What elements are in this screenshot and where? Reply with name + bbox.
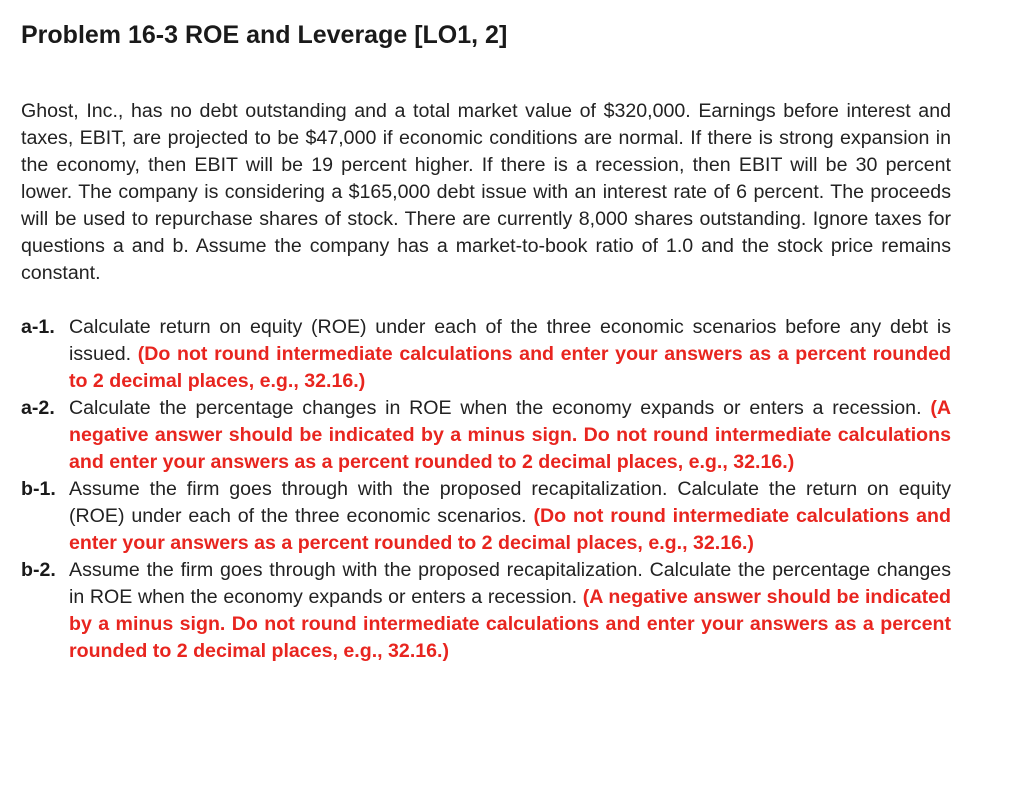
problem-container xyxy=(21,14,951,665)
question-text: Calculate the percentage changes in ROE when the economy expands or enters a recession. xyxy=(69,397,922,419)
question-instruction: (A negative answer should be indicated by a minus sign. Do not round intermediate calculations and enter your answers as a percent rounded to 2 decimal places, e.g., 32.16.) xyxy=(69,397,951,473)
question-a1 xyxy=(21,314,951,395)
question-instruction: (Do not round intermediate calculations and enter your answers as a percent rounded to 2 decimal places, e.g., 32.16.) xyxy=(69,343,951,392)
question-text: Assume the firm goes through with the proposed recapitalization. Calculate the percentage changes in ROE when the economy expands or enters a recession. xyxy=(69,559,951,608)
question-body xyxy=(69,395,951,476)
question-text: Calculate return on equity (ROE) under each of the three economic scenarios before any debt is issued. xyxy=(69,316,951,365)
question-a2 xyxy=(21,395,951,476)
question-instruction: (A negative answer should be indicated by a minus sign. Do not round intermediate calculations and enter your answers as a percent rounded to 2 decimal places, e.g., 32.16.) xyxy=(69,586,951,662)
question-label: a-2. xyxy=(21,397,55,419)
question-text: Assume the firm goes through with the proposed recapitalization. Calculate the return on equity (ROE) under each of the three economic scenarios. xyxy=(69,478,951,527)
question-label: b-1. xyxy=(21,478,56,500)
problem-intro: Ghost, Inc., has no debt outstanding and a total market value of $320,000. Earnings before interest and taxes, EBIT, are projected to be $47,000 if economic conditions are normal. If there is strong expansion in the economy, then EBIT will be 19 percent higher. If there is a recession, then EBIT will be 30 percent lower. The company is considering a $165,000 debt issue with an interest rate of 6 percent. The proceeds will be used to repurchase shares of stock. There are currently 8,000 shares outstanding. Ignore taxes for questions a and b. Assume the company has a market-to-book ratio of 1.0 and the stock price remains constant. xyxy=(21,100,951,284)
question-body xyxy=(69,476,951,557)
question-label: a-1. xyxy=(21,316,55,338)
question-body xyxy=(69,557,951,665)
question-b1 xyxy=(21,476,951,557)
question-list xyxy=(21,314,951,665)
question-label: b-2. xyxy=(21,559,56,581)
question-body xyxy=(69,314,951,395)
problem-title: Problem 16-3 ROE and Leverage [LO1, 2] xyxy=(21,21,508,49)
question-instruction: (Do not round intermediate calculations and enter your answers as a percent rounded to 2 decimal places, e.g., 32.16.) xyxy=(69,505,951,554)
question-b2 xyxy=(21,557,951,665)
